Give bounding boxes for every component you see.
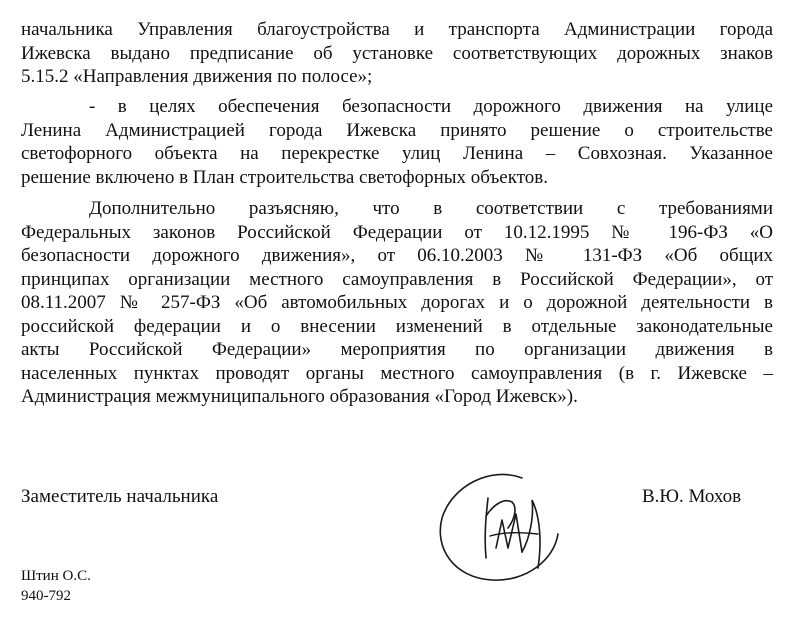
text-line: Дополнительно разъясняю, что в соответствии с требованиями — [89, 198, 773, 219]
executor-info — [21, 566, 91, 606]
text-line: акты Российской Федерации» мероприятия по организации движения в — [21, 339, 773, 360]
text-line: Федеральных законов Российской Федерации от 10.12.1995 № 196-ФЗ «О — [21, 221, 773, 243]
executor-phone: 940-792 — [21, 588, 71, 604]
paragraph-2 — [21, 95, 773, 189]
handwritten-signature — [430, 456, 580, 586]
text-line: светофорного объекта на перекрестке улиц Ленина – Совхозная. Указанное — [21, 143, 773, 164]
text-line: населенных пунктах проводят органы местного самоуправления (в г. Ижевске – — [21, 362, 773, 384]
text-line: Ленина Администрацией города Ижевска принято решение о строительстве — [21, 119, 773, 141]
text-line: начальника Управления благоустройства и транспорта Администрации города — [21, 19, 773, 40]
text-line: 08.11.2007 № 257-ФЗ «Об автомобильных дорогах и о дорожной деятельности в — [21, 292, 773, 313]
text-line: - в целях обеспечения безопасности дорожного движения на улице — [89, 96, 773, 117]
signatory-name: В.Ю. Мохов — [642, 486, 742, 507]
text-line: российской федерации и о внесении изменений в отдельные законодательные — [21, 315, 773, 337]
paragraph-3 — [21, 197, 773, 409]
text-line: 5.15.2 «Направления движения по полосе»; — [21, 66, 373, 87]
text-line: Администрация межмуниципального образования «Город Ижевск»). — [21, 386, 578, 407]
text-line: принципах организации местного самоуправления в Российской Федерации», от — [21, 268, 773, 290]
text-line: безопасности дорожного движения», от 06.10.2003 № 131-ФЗ «Об общих — [21, 245, 773, 266]
text-line: Ижевска выдано предписание об установке соответствующих дорожных знаков — [21, 42, 773, 64]
paragraph-1 — [21, 18, 773, 89]
text-line: решение включено в План строительства светофорных объектов. — [21, 166, 548, 188]
signatory-position: Заместитель начальника — [21, 486, 219, 507]
executor-name: Штин О.С. — [21, 568, 91, 584]
